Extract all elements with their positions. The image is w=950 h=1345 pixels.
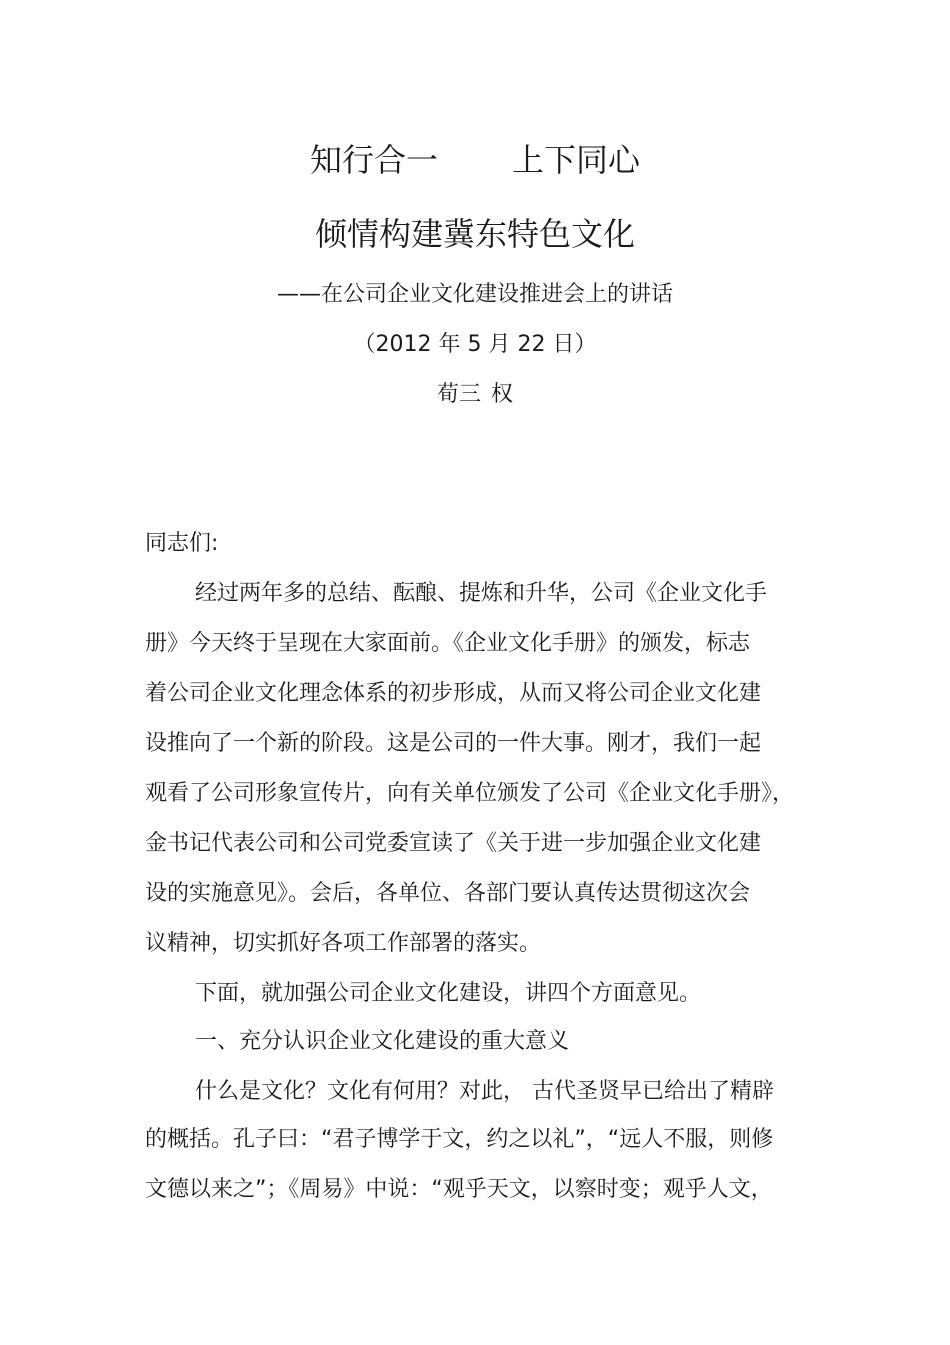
text-line: 经过两年多的总结、酝酿、提炼和升华，公司《企业文化手 <box>195 581 768 606</box>
text-line: 册》今天终于呈现在大家面前。《企业文化手册》的颁发，标志 <box>145 631 751 656</box>
text-line: 议精神，切实抓好各项工作部署的落实。 <box>145 931 542 956</box>
salutation: 同志们: <box>145 531 219 556</box>
section-heading: 一、充分认识企业文化建设的重大意义 <box>195 1029 570 1054</box>
text-line: 设推向了一个新的阶段。这是公司的一件大事。刚才，我们一起 <box>145 731 762 756</box>
text-line: 的概括。孔子曰：“君子博学于文，约之以礼”，“远人不服，则修 <box>145 1127 774 1152</box>
title-part-1: 知行合一 <box>309 141 438 179</box>
title-part-2: 上下同心 <box>512 141 641 179</box>
text-line: 观看了公司形象宣传片，向有关单位颁发了公司《企业文化手册》， <box>145 781 795 806</box>
title-line-1 <box>0 138 950 182</box>
title-line-2: 倾情构建冀东特色文化 <box>314 215 635 253</box>
author <box>0 379 950 411</box>
author-name-part-2: 权 <box>491 382 514 407</box>
text-line: 下面，就加强公司企业文化建设，讲四个方面意见。 <box>195 981 702 1006</box>
subtitle: ——在公司企业文化建设推进会上的讲话 <box>276 282 673 307</box>
text-line: 着公司企业文化理念体系的初步形成，从而又将公司企业文化建 <box>145 681 762 706</box>
text-line: 什么是文化？文化有何用？对此， 古代圣贤早已给出了精辟 <box>195 1079 774 1104</box>
author-name-part-1: 荀三 <box>436 382 481 407</box>
speech-date: （2012 年 5 月 22 日） <box>353 332 597 357</box>
text-line: 设的实施意见》。会后，各单位、各部门要认真传达贯彻这次会 <box>145 881 751 906</box>
text-line: 文德以来之”；《周易》中说：“观乎天文，以察时变；观乎人文， <box>145 1177 773 1202</box>
text-line: 金书记代表公司和公司党委宣读了《关于进一步加强企业文化建 <box>145 831 762 856</box>
